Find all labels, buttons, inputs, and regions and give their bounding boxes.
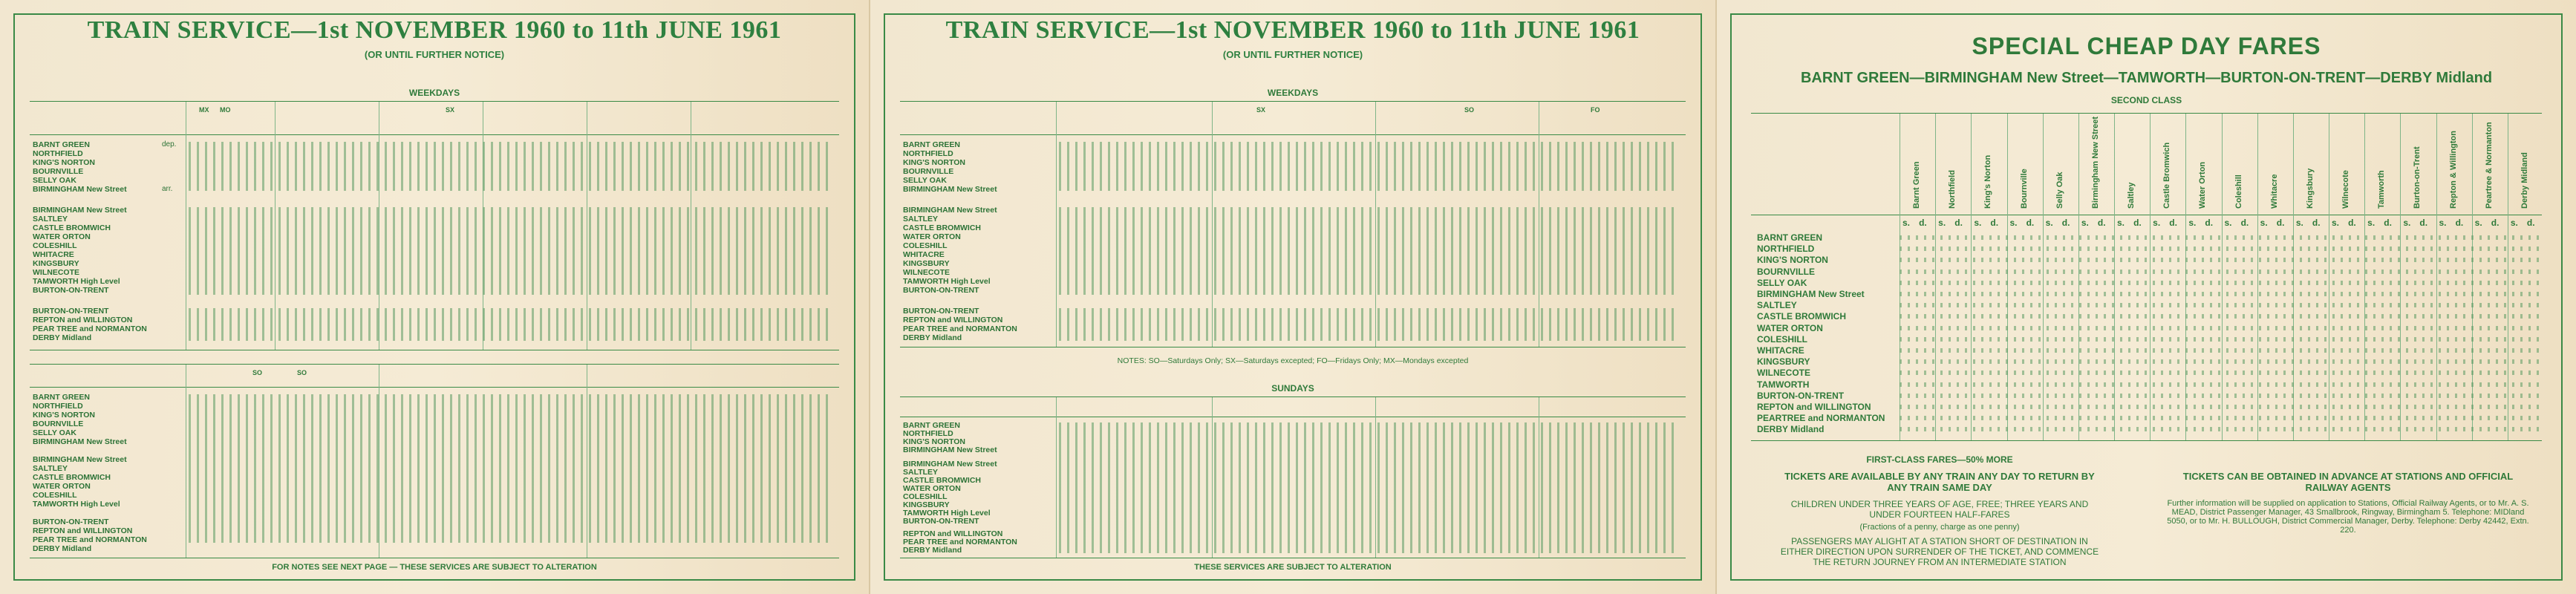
timetable-page-2 [869,0,1715,594]
fare-row-station: REPTON and WILLINGTON [1757,402,1871,412]
alight-note: PASSENGERS MAY ALIGHT AT A STATION SHORT OF DESTINATION IN EITHER DIRECTION UPON SURRENDER OF THE TICKET, AND COMMENCE THE RETURN JOURNEY FROM AN INTERMEDIATE STATION [1780,536,2099,567]
unit-shillings: s. [2045,218,2053,228]
fare-row-station: TAMWORTH [1757,379,1810,390]
station-name: TAMWORTH High Level [903,509,991,518]
station-name: KINGSBURY [903,259,950,268]
fare-row-station: BIRMINGHAM New Street [1757,289,1865,299]
station-name: NORTHFIELD [903,429,953,438]
station-name: BIRMINGHAM New Street [903,206,997,215]
fare-column-header: Bournville [2019,169,2029,209]
col-code-fo: FO [1591,106,1600,114]
fare-row-station: WATER ORTON [1757,322,1823,333]
station-name: DERBY Midland [33,333,92,342]
column-divider [1056,397,1057,558]
col-code-mx: MX [199,106,209,114]
station-name: WATER ORTON [903,232,961,241]
fare-column-header: Selly Oak [2055,172,2064,209]
unit-pence: d. [2169,218,2177,228]
station-name: BOURNVILLE [33,167,84,176]
unit-pence: d. [2026,218,2035,228]
station-name: SALTLEY [903,468,939,477]
page-2-title: TRAIN SERVICE—1st NOVEMBER 1960 to 11th JUNE 1961 [945,16,1640,44]
station-name: SELLY OAK [903,176,947,185]
station-name: BIRMINGHAM New Street [903,460,997,469]
fare-row-station: KING'S NORTON [1757,255,1828,266]
fare-row-station: BOURNVILLE [1757,266,1815,277]
unit-pence: d. [2419,218,2428,228]
fare-column-header: Repton & Willington [2448,131,2458,209]
station-name: BOURNVILLE [33,420,84,428]
station-name: NORTHFIELD [33,149,83,158]
table-header [900,397,1686,417]
station-name: WHITACRE [33,250,74,259]
station-name: BARNT GREEN [903,140,961,149]
station-name: WATER ORTON [903,484,961,493]
unit-pence: d. [2205,218,2214,228]
station-name: BIRMINGHAM New Street [33,206,127,215]
fare-row-values [1900,247,2539,251]
unit-shillings: s. [2439,218,2447,228]
station-name: PEAR TREE and NORMANTON [903,324,1017,333]
validity-note: TICKETS ARE AVAILABLE BY ANY TRAIN ANY DAY TO RETURN BY ANY TRAIN SAME DAY [1784,471,2095,493]
unit-shillings: s. [1938,218,1946,228]
unit-shillings: s. [2474,218,2482,228]
fare-column-header: Water Orton [2198,161,2208,209]
station-name: KING'S NORTON [903,437,965,446]
time-grid [1059,142,1678,191]
fares-class: SECOND CLASS [2110,95,2182,105]
station-name: SALTLEY [903,215,939,223]
station-name: BIRMINGHAM New Street [33,437,127,446]
fares-title: SPECIAL CHEAP DAY FARES [1972,33,2321,59]
fare-row-station: WILNECOTE [1757,368,1810,379]
fare-column-divider [2222,114,2223,440]
timetable-page-1 [0,0,869,594]
station-name: BARNT GREEN [33,393,91,402]
station-name: NORTHFIELD [33,402,83,411]
page-2-footer: THESE SERVICES ARE SUBJECT TO ALTERATION [1194,563,1392,572]
unit-shillings: s. [2332,218,2340,228]
station-name: PEAR TREE and NORMANTON [903,538,1017,546]
station-name: SALTLEY [33,215,68,223]
fare-row-values [1900,348,2539,353]
table-header [900,102,1686,135]
fare-row-values [1900,314,2539,319]
station-name: WATER ORTON [33,482,91,491]
fare-row-values [1900,394,2539,398]
fare-column-divider [2150,114,2151,440]
station-name: REPTON and WILLINGTON [903,316,1003,324]
unit-pence: d. [2384,218,2392,228]
station-name: NORTHFIELD [903,149,953,158]
station-name: PEAR TREE and NORMANTON [33,324,147,333]
fare-row-values [1900,235,2539,240]
unit-pence: d. [1990,218,1999,228]
station-name: BIRMINGHAM New Street [903,185,997,194]
unit-shillings: s. [2367,218,2376,228]
fractions-note: (Fractions of a penny, charge as one penny) [1859,523,2020,532]
unit-pence: d. [2061,218,2070,228]
unit-pence: d. [2348,218,2356,228]
station-name: CASTLE BROMWICH [903,223,981,232]
station-name: BURTON-ON-TRENT [903,286,979,295]
fare-row-values [1900,281,2539,285]
fare-row-values [1900,405,2539,409]
station-name: KINGSBURY [33,259,79,268]
fare-column-divider [2114,114,2115,440]
fare-row-values [1900,371,2539,375]
table-header [30,365,839,388]
station-name: BURTON-ON-TRENT [903,517,979,526]
fare-column-header: Kingsbury [2305,168,2315,209]
weekdays-label: WEEKDAYS [408,88,460,98]
fare-row-station: CASTLE BROMWICH [1757,311,1846,322]
station-name: SELLY OAK [33,176,76,185]
station-name: DERBY Midland [33,544,92,553]
time-grid [1059,308,1678,341]
fare-column-divider [2472,114,2473,440]
station-name: BURTON-ON-TRENT [903,307,979,316]
unit-pence: d. [2491,218,2500,228]
station-name: WATER ORTON [33,232,91,241]
station-name: CASTLE BROMWICH [903,476,981,485]
fare-column-header: King's Norton [1983,154,1993,209]
station-name: KING'S NORTON [33,411,95,420]
fare-row-values [1900,416,2539,420]
weekday-timetable-2 [30,364,839,558]
fare-row-values [1900,359,2539,364]
sundays-label: SUNDAYS [1271,383,1314,394]
fare-row-values [1900,337,2539,342]
page-2-subtitle: (OR UNTIL FURTHER NOTICE) [1222,49,1363,60]
dep-label: dep. [162,140,177,148]
station-name: DERBY Midland [903,333,962,342]
time-grid [189,142,832,191]
fare-column-divider [2436,114,2437,440]
weekdays-label-2: WEEKDAYS [1267,88,1319,98]
station-name: BURTON-ON-TRENT [33,307,109,316]
notes-legend: NOTES: SO—Saturdays Only; SX—Saturdays excepted; FO—Fridays Only; MX—Mondays excepted [1117,356,1469,365]
station-name: TAMWORTH High Level [33,277,120,286]
sunday-timetable [900,396,1686,558]
fare-column-divider [2078,114,2079,440]
station-name: TAMWORTH High Level [33,500,120,509]
fare-row-station: DERBY Midland [1757,424,1825,435]
station-name: BIRMINGHAM New Street [903,446,997,454]
first-class-note: FIRST-CLASS FARES—50% MORE [1866,454,2013,465]
fare-column-header: Coleshill [2234,174,2243,209]
fare-row-values [1900,382,2539,387]
fare-row-values [1900,326,2539,330]
time-grid [1059,207,1678,295]
fare-row-station: PEARTREE and NORMANTON [1757,413,1885,424]
station-name: WILNECOTE [33,268,79,277]
station-name: COLESHILL [33,241,77,250]
unit-pence: d. [2097,218,2106,228]
station-name: CASTLE BROMWICH [33,473,111,482]
fares-route: BARNT GREEN—BIRMINGHAM New Street—TAMWORTH—BURTON-ON-TRENT—DERBY Midland [1800,70,2493,86]
fares-table [1751,113,2542,441]
fare-row-station: BURTON-ON-TRENT [1757,390,1845,401]
unit-shillings: s. [2260,218,2268,228]
weekday-timetable-3 [900,101,1686,347]
time-grid [189,394,832,543]
station-name: WHITACRE [903,250,945,259]
col-code-sx: SX [1256,106,1266,114]
time-grid [189,207,832,295]
unit-shillings: s. [2117,218,2125,228]
station-name: BARNT GREEN [903,421,961,430]
fare-column-divider [2400,114,2401,440]
fare-column-divider [2007,114,2008,440]
fares-page [1715,0,2576,594]
station-name: REPTON and WILLINGTON [33,526,133,535]
station-name: TAMWORTH High Level [903,277,991,286]
fare-column-header: Whitacre [2269,174,2279,209]
fare-column-divider [1971,114,1972,440]
fare-column-divider [2185,114,2186,440]
advance-note: TICKETS CAN BE OBTAINED IN ADVANCE AT STATIONS AND OFFICIAL RAILWAY AGENTS [2182,471,2514,493]
unit-shillings: s. [2153,218,2161,228]
unit-shillings: s. [2510,218,2518,228]
fare-row-station: WHITACRE [1757,345,1804,356]
fare-row-station: COLESHILL [1757,333,1807,345]
station-name: COLESHILL [903,492,948,501]
fare-row-station: BARNT GREEN [1757,232,1823,243]
col-code-mo: MO [220,106,231,114]
fare-column-divider [2043,114,2044,440]
col-code-so: SO [252,369,263,376]
column-divider [1056,102,1057,347]
station-name: BOURNVILLE [903,167,954,176]
fare-column-header: Saltley [2127,182,2136,209]
page-1-footer: FOR NOTES SEE NEXT PAGE — THESE SERVICES ARE SUBJECT TO ALTERATION [272,563,597,572]
fare-row-station: KINGSBURY [1757,356,1810,368]
fare-column-header: Northfield [1948,170,1957,209]
unit-pence: d. [1954,218,1963,228]
station-name: KINGSBURY [903,500,950,509]
fare-column-header: Peartree & Normanton [2484,122,2494,209]
fare-column-divider [2293,114,2294,440]
fare-column-header: Birmingham New Street [2090,116,2100,209]
station-name: COLESHILL [903,241,948,250]
station-name: COLESHILL [33,491,77,500]
time-grid [189,308,832,341]
col-code-so: SO [1464,106,1475,114]
unit-pence: d. [2133,218,2142,228]
fare-row-station: SELLY OAK [1757,277,1807,288]
unit-pence: d. [2312,218,2321,228]
unit-pence: d. [2276,218,2285,228]
fare-column-header: Barnt Green [1912,161,1922,209]
unit-pence: d. [2526,218,2535,228]
station-name: REPTON and WILLINGTON [903,529,1003,538]
fare-row-values [1900,270,2539,274]
col-code-so: SO [297,369,307,376]
unit-shillings: s. [1974,218,1982,228]
station-name: BARNT GREEN [33,140,91,149]
station-name: BIRMINGHAM New Street [33,185,127,194]
unit-shillings: s. [1902,218,1911,228]
fare-row-values [1900,292,2539,296]
fare-column-header: Derby Midland [2520,152,2529,209]
fare-column-header: Tamworth [2377,170,2387,209]
station-name: KING'S NORTON [903,158,965,167]
page-1-title: TRAIN SERVICE—1st NOVEMBER 1960 to 11th JUNE 1961 [87,16,782,44]
fare-row-values [1900,258,2539,262]
station-name: CASTLE BROMWICH [33,223,111,232]
page-1-subtitle: (OR UNTIL FURTHER NOTICE) [364,49,505,60]
table-header [30,102,839,135]
unit-shillings: s. [2009,218,2018,228]
unit-pence: d. [2455,218,2464,228]
station-name: DERBY Midland [903,546,962,555]
fare-row-station: SALTLEY [1757,300,1797,311]
unit-pence: d. [2240,218,2249,228]
station-name: REPTON and WILLINGTON [33,316,133,324]
station-name: BURTON-ON-TRENT [33,518,109,526]
further-info: Further information will be supplied on application to Stations, Official Railway Agents, or to Mr. A. S. MEAD, District Passenger Manager, 43 Smallbrook, Ringway, Birmingham 5. Telephone: MIDland 5050, or to Mr. H. BULLOUGH, District Commercial Manager, Derby. Telephone: Derby 42442, Extn. 220. [2167,499,2529,535]
station-name: BIRMINGHAM New Street [33,455,127,464]
col-code-sx: SX [446,106,455,114]
fare-column-divider [2364,114,2365,440]
unit-shillings: s. [2081,218,2089,228]
fare-row-station: NORTHFIELD [1757,244,1815,255]
station-name: PEAR TREE and NORMANTON [33,535,147,544]
fare-row-values [1900,303,2539,307]
fare-row-values [1900,427,2539,431]
unit-pence: d. [1919,218,1927,228]
fare-column-divider [2257,114,2258,440]
station-name: KING'S NORTON [33,158,95,167]
station-name: WILNECOTE [903,268,950,277]
time-grid [1059,422,1678,553]
station-name: BURTON-ON-TRENT [33,286,109,295]
unit-shillings: s. [2224,218,2232,228]
fare-column-header: Wilnecote [2341,170,2351,209]
fare-column-divider [1935,114,1936,440]
fare-column-header: Castle Bromwich [2162,142,2172,209]
unit-shillings: s. [2403,218,2411,228]
unit-shillings: s. [2295,218,2303,228]
station-name: SALTLEY [33,464,68,473]
fare-column-header: Burton-on-Trent [2413,146,2422,209]
arr-label: arr. [162,185,173,193]
unit-shillings: s. [2188,218,2197,228]
children-note: CHILDREN UNDER THREE YEARS OF AGE, FREE; THREE YEARS AND UNDER FOURTEEN HALF-FARES [1790,499,2089,520]
station-name: SELLY OAK [33,428,76,437]
weekday-timetable-1 [30,101,839,350]
